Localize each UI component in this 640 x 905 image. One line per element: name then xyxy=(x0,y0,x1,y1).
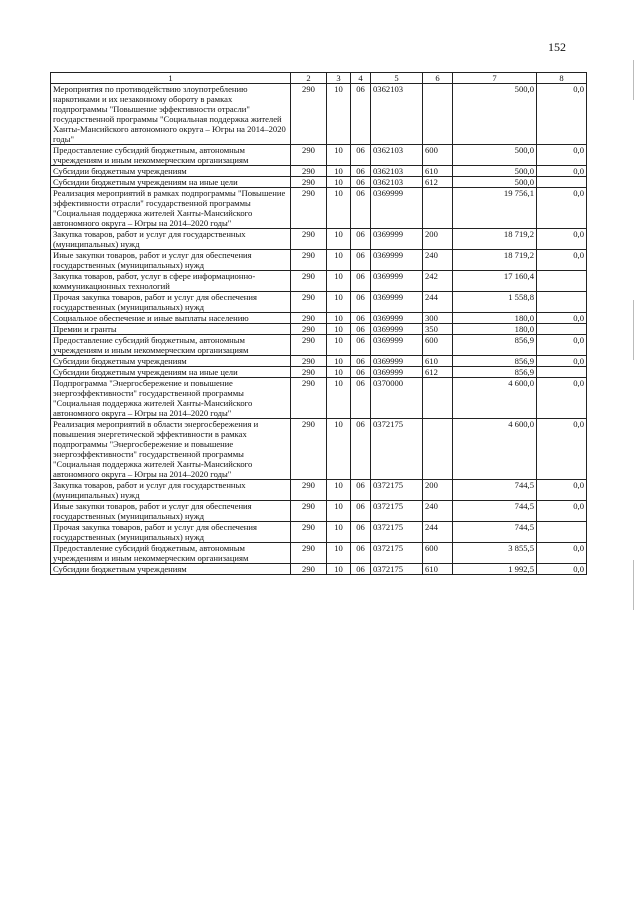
row-name-cell: Предоставление субсидий бюджетным, автономным учреждениям и иным некоммерческим организациям xyxy=(51,543,291,564)
row-code-cell: 290 xyxy=(291,378,327,419)
row-amount-2-cell: 0,0 xyxy=(537,480,587,501)
row-amount-cell: 744,5 xyxy=(453,522,537,543)
row-amount-2-cell xyxy=(537,292,587,313)
row-section-cell: 10 xyxy=(327,271,351,292)
row-subsection-cell: 06 xyxy=(351,271,371,292)
row-amount-cell: 4 600,0 xyxy=(453,378,537,419)
table-row xyxy=(51,229,587,250)
table-row xyxy=(51,522,587,543)
row-expense-type-cell: 240 xyxy=(423,250,453,271)
row-amount-cell: 744,5 xyxy=(453,501,537,522)
row-subsection-cell: 06 xyxy=(351,564,371,575)
row-section-cell: 10 xyxy=(327,501,351,522)
row-amount-2-cell xyxy=(537,522,587,543)
row-target-cell: 0369999 xyxy=(371,250,423,271)
row-amount-2-cell: 0,0 xyxy=(537,84,587,145)
row-target-cell: 0369999 xyxy=(371,229,423,250)
row-subsection-cell: 06 xyxy=(351,145,371,166)
scan-margin-mark xyxy=(633,300,634,360)
row-expense-type-cell: 600 xyxy=(423,335,453,356)
row-amount-cell: 17 160,4 xyxy=(453,271,537,292)
row-name-cell: Реализация мероприятий в рамках подпрограммы "Повышение эффективности отрасли" государственной программы "Социальная поддержка жителей Ханты-Мансийского автономного округа – Югры на 2014–2020 годы" xyxy=(51,188,291,229)
row-name-cell: Прочая закупка товаров, работ и услуг для обеспечения государственных (муниципальных) нужд xyxy=(51,292,291,313)
row-target-cell: 0372175 xyxy=(371,480,423,501)
row-expense-type-cell: 200 xyxy=(423,480,453,501)
row-target-cell: 0369999 xyxy=(371,356,423,367)
row-subsection-cell: 06 xyxy=(351,335,371,356)
row-target-cell: 0372175 xyxy=(371,564,423,575)
table-row xyxy=(51,292,587,313)
row-section-cell: 10 xyxy=(327,324,351,335)
table-row xyxy=(51,177,587,188)
row-subsection-cell: 06 xyxy=(351,419,371,480)
row-subsection-cell: 06 xyxy=(351,166,371,177)
row-expense-type-cell: 610 xyxy=(423,356,453,367)
row-target-cell: 0369999 xyxy=(371,292,423,313)
row-section-cell: 10 xyxy=(327,543,351,564)
table-row xyxy=(51,419,587,480)
row-section-cell: 10 xyxy=(327,522,351,543)
row-section-cell: 10 xyxy=(327,250,351,271)
row-amount-2-cell: 0,0 xyxy=(537,313,587,324)
row-section-cell: 10 xyxy=(327,564,351,575)
row-target-cell: 0362103 xyxy=(371,177,423,188)
row-target-cell: 0369999 xyxy=(371,313,423,324)
row-subsection-cell: 06 xyxy=(351,356,371,367)
row-name-cell: Предоставление субсидий бюджетным, автономным учреждениям и иным некоммерческим организациям xyxy=(51,335,291,356)
row-name-cell: Предоставление субсидий бюджетным, автономным учреждениям и иным некоммерческим организациям xyxy=(51,145,291,166)
row-subsection-cell: 06 xyxy=(351,324,371,335)
row-subsection-cell: 06 xyxy=(351,229,371,250)
table-row xyxy=(51,324,587,335)
row-amount-cell: 18 719,2 xyxy=(453,229,537,250)
row-target-cell: 0372175 xyxy=(371,522,423,543)
row-amount-cell: 500,0 xyxy=(453,145,537,166)
column-header: 4 xyxy=(351,73,371,84)
row-target-cell: 0369999 xyxy=(371,188,423,229)
scan-margin-mark xyxy=(633,560,634,610)
row-expense-type-cell xyxy=(423,84,453,145)
row-amount-2-cell: 0,0 xyxy=(537,543,587,564)
row-code-cell: 290 xyxy=(291,84,327,145)
row-code-cell: 290 xyxy=(291,229,327,250)
row-code-cell: 290 xyxy=(291,564,327,575)
row-code-cell: 290 xyxy=(291,335,327,356)
row-target-cell: 0370000 xyxy=(371,378,423,419)
row-amount-2-cell: 0,0 xyxy=(537,501,587,522)
row-amount-2-cell: 0,0 xyxy=(537,166,587,177)
row-name-cell: Реализация мероприятий в области энергосбережения и повышения энергетической эффективности в рамках подпрограммы "Энергосбережение и повышение энергоэффективности" государственной программы "Социальная поддержка жителей Ханты-Мансийского автономного округа – Югры на 2014–2020 годы" xyxy=(51,419,291,480)
row-section-cell: 10 xyxy=(327,84,351,145)
row-section-cell: 10 xyxy=(327,313,351,324)
row-expense-type-cell: 244 xyxy=(423,522,453,543)
row-amount-2-cell: 0,0 xyxy=(537,564,587,575)
row-subsection-cell: 06 xyxy=(351,367,371,378)
row-amount-2-cell xyxy=(537,367,587,378)
table-row xyxy=(51,188,587,229)
column-header: 7 xyxy=(453,73,537,84)
row-code-cell: 290 xyxy=(291,313,327,324)
row-expense-type-cell: 200 xyxy=(423,229,453,250)
row-amount-2-cell: 0,0 xyxy=(537,356,587,367)
row-target-cell: 0372175 xyxy=(371,419,423,480)
table-row xyxy=(51,367,587,378)
row-section-cell: 10 xyxy=(327,292,351,313)
row-amount-2-cell: 0,0 xyxy=(537,378,587,419)
row-expense-type-cell: 600 xyxy=(423,145,453,166)
column-header: 8 xyxy=(537,73,587,84)
table-row xyxy=(51,480,587,501)
row-name-cell: Социальное обеспечение и иные выплаты населению xyxy=(51,313,291,324)
row-target-cell: 0362103 xyxy=(371,145,423,166)
row-expense-type-cell: 610 xyxy=(423,564,453,575)
row-section-cell: 10 xyxy=(327,188,351,229)
row-amount-cell: 856,9 xyxy=(453,367,537,378)
row-code-cell: 290 xyxy=(291,145,327,166)
row-section-cell: 10 xyxy=(327,229,351,250)
column-header: 3 xyxy=(327,73,351,84)
table-row xyxy=(51,335,587,356)
table-header-row xyxy=(51,73,587,84)
row-target-cell: 0362103 xyxy=(371,166,423,177)
row-amount-cell: 500,0 xyxy=(453,84,537,145)
row-amount-cell: 1 558,8 xyxy=(453,292,537,313)
row-expense-type-cell: 610 xyxy=(423,166,453,177)
row-code-cell: 290 xyxy=(291,543,327,564)
row-subsection-cell: 06 xyxy=(351,84,371,145)
row-expense-type-cell: 612 xyxy=(423,177,453,188)
row-amount-2-cell xyxy=(537,324,587,335)
row-expense-type-cell: 600 xyxy=(423,543,453,564)
row-subsection-cell: 06 xyxy=(351,313,371,324)
row-target-cell: 0369999 xyxy=(371,335,423,356)
row-name-cell: Субсидии бюджетным учреждениям xyxy=(51,564,291,575)
table-row xyxy=(51,271,587,292)
column-header: 5 xyxy=(371,73,423,84)
row-name-cell: Прочая закупка товаров, работ и услуг для обеспечения государственных (муниципальных) нужд xyxy=(51,522,291,543)
table-row xyxy=(51,543,587,564)
row-amount-cell: 180,0 xyxy=(453,313,537,324)
row-name-cell: Подпрограмма "Энергосбережение и повышение энергоэффективности" государственной программы "Социальная поддержка жителей Ханты-Мансийского автономного округа – Югры на 2014–2020 годы" xyxy=(51,378,291,419)
row-target-cell: 0369999 xyxy=(371,367,423,378)
row-code-cell: 290 xyxy=(291,177,327,188)
row-amount-2-cell xyxy=(537,177,587,188)
row-name-cell: Закупка товаров, работ, услуг в сфере информационно-коммуникационных технологий xyxy=(51,271,291,292)
row-section-cell: 10 xyxy=(327,419,351,480)
row-amount-cell: 180,0 xyxy=(453,324,537,335)
row-name-cell: Иные закупки товаров, работ и услуг для обеспечения государственных (муниципальных) нужд xyxy=(51,501,291,522)
row-name-cell: Иные закупки товаров, работ и услуг для обеспечения государственных (муниципальных) нужд xyxy=(51,250,291,271)
column-header: 1 xyxy=(51,73,291,84)
row-amount-2-cell xyxy=(537,271,587,292)
row-code-cell: 290 xyxy=(291,480,327,501)
row-section-cell: 10 xyxy=(327,356,351,367)
row-name-cell: Субсидии бюджетным учреждениям на иные цели xyxy=(51,177,291,188)
row-expense-type-cell: 350 xyxy=(423,324,453,335)
row-code-cell: 290 xyxy=(291,522,327,543)
table-row xyxy=(51,166,587,177)
row-section-cell: 10 xyxy=(327,480,351,501)
row-name-cell: Субсидии бюджетным учреждениям xyxy=(51,356,291,367)
row-code-cell: 290 xyxy=(291,292,327,313)
row-section-cell: 10 xyxy=(327,145,351,166)
row-code-cell: 290 xyxy=(291,367,327,378)
row-amount-2-cell: 0,0 xyxy=(537,419,587,480)
row-code-cell: 290 xyxy=(291,324,327,335)
row-expense-type-cell: 612 xyxy=(423,367,453,378)
row-target-cell: 0372175 xyxy=(371,501,423,522)
row-subsection-cell: 06 xyxy=(351,378,371,419)
row-amount-2-cell: 0,0 xyxy=(537,250,587,271)
row-amount-2-cell: 0,0 xyxy=(537,335,587,356)
row-expense-type-cell: 244 xyxy=(423,292,453,313)
row-amount-2-cell: 0,0 xyxy=(537,188,587,229)
row-subsection-cell: 06 xyxy=(351,480,371,501)
row-section-cell: 10 xyxy=(327,367,351,378)
row-name-cell: Премии и гранты xyxy=(51,324,291,335)
row-code-cell: 290 xyxy=(291,250,327,271)
row-subsection-cell: 06 xyxy=(351,292,371,313)
row-code-cell: 290 xyxy=(291,419,327,480)
row-expense-type-cell: 240 xyxy=(423,501,453,522)
table-row xyxy=(51,145,587,166)
row-code-cell: 290 xyxy=(291,501,327,522)
table-row xyxy=(51,84,587,145)
row-amount-cell: 744,5 xyxy=(453,480,537,501)
table-row xyxy=(51,356,587,367)
row-code-cell: 290 xyxy=(291,166,327,177)
row-expense-type-cell xyxy=(423,378,453,419)
column-header: 2 xyxy=(291,73,327,84)
row-amount-cell: 500,0 xyxy=(453,177,537,188)
row-name-cell: Субсидии бюджетным учреждениям xyxy=(51,166,291,177)
table-body xyxy=(51,73,587,575)
row-name-cell: Мероприятия по противодействию злоупотреблению наркотиками и их незаконному обороту в рамках подпрограммы "Повышение эффективности отрасли" государственной программы "Социальная поддержка жителей Ханты-Мансийского автономного округа – Югры на 2014–2020 годы" xyxy=(51,84,291,145)
row-amount-2-cell: 0,0 xyxy=(537,145,587,166)
row-expense-type-cell xyxy=(423,188,453,229)
row-subsection-cell: 06 xyxy=(351,188,371,229)
row-amount-cell: 500,0 xyxy=(453,166,537,177)
row-code-cell: 290 xyxy=(291,271,327,292)
row-section-cell: 10 xyxy=(327,335,351,356)
row-expense-type-cell: 242 xyxy=(423,271,453,292)
row-subsection-cell: 06 xyxy=(351,250,371,271)
row-expense-type-cell: 300 xyxy=(423,313,453,324)
row-subsection-cell: 06 xyxy=(351,522,371,543)
row-subsection-cell: 06 xyxy=(351,177,371,188)
row-amount-cell: 18 719,2 xyxy=(453,250,537,271)
row-section-cell: 10 xyxy=(327,177,351,188)
row-section-cell: 10 xyxy=(327,166,351,177)
row-target-cell: 0372175 xyxy=(371,543,423,564)
row-name-cell: Закупка товаров, работ и услуг для государственных (муниципальных) нужд xyxy=(51,480,291,501)
column-header: 6 xyxy=(423,73,453,84)
row-amount-cell: 856,9 xyxy=(453,356,537,367)
row-expense-type-cell xyxy=(423,419,453,480)
row-target-cell: 0362103 xyxy=(371,84,423,145)
table-row xyxy=(51,378,587,419)
row-amount-2-cell: 0,0 xyxy=(537,229,587,250)
row-amount-cell: 1 992,5 xyxy=(453,564,537,575)
table-row xyxy=(51,564,587,575)
row-target-cell: 0369999 xyxy=(371,324,423,335)
row-section-cell: 10 xyxy=(327,378,351,419)
page-number: 152 xyxy=(548,40,566,54)
table-row xyxy=(51,313,587,324)
row-amount-cell: 856,9 xyxy=(453,335,537,356)
budget-table xyxy=(50,72,587,575)
table-row xyxy=(51,250,587,271)
scan-margin-mark xyxy=(633,60,634,100)
row-subsection-cell: 06 xyxy=(351,501,371,522)
row-code-cell: 290 xyxy=(291,356,327,367)
row-subsection-cell: 06 xyxy=(351,543,371,564)
row-name-cell: Закупка товаров, работ и услуг для государственных (муниципальных) нужд xyxy=(51,229,291,250)
row-amount-cell: 4 600,0 xyxy=(453,419,537,480)
table-row xyxy=(51,501,587,522)
row-amount-cell: 3 855,5 xyxy=(453,543,537,564)
row-target-cell: 0369999 xyxy=(371,271,423,292)
row-amount-cell: 19 756,1 xyxy=(453,188,537,229)
row-name-cell: Субсидии бюджетным учреждениям на иные цели xyxy=(51,367,291,378)
row-code-cell: 290 xyxy=(291,188,327,229)
